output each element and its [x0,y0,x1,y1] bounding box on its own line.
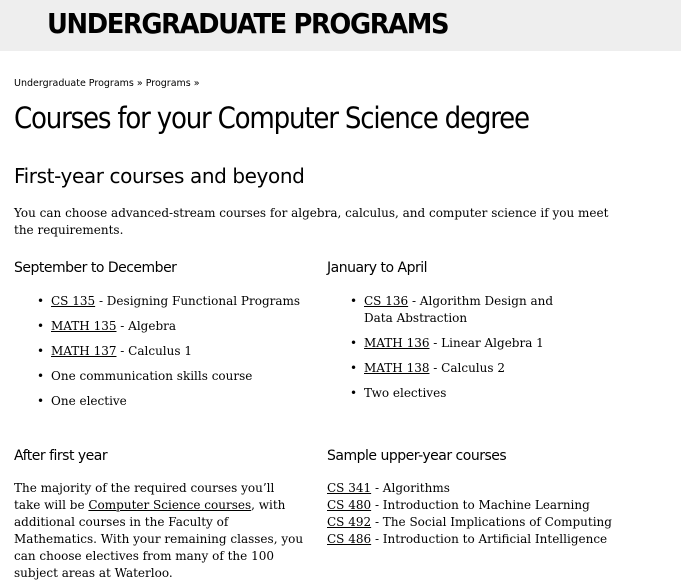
list-item [340,385,580,402]
course-desc: - Linear Algebra 1 [429,336,544,350]
para-text-before: The majority of the required courses you’ll take will be [14,481,275,512]
course-desc: - Calculus 1 [116,344,192,358]
list-item [27,368,317,385]
list-item [340,335,580,352]
winter-course-list [340,293,580,410]
upper-year-course-list [327,480,667,548]
winter-heading: January to April [327,260,428,276]
breadcrumb-undergraduate-programs[interactable]: Undergraduate Programs [14,78,134,89]
list-item [27,293,317,310]
breadcrumb-separator: » [133,78,146,89]
course-desc: - Introduction to Machine Learning [371,498,590,512]
cs-courses-link[interactable]: Computer Science courses [88,498,252,512]
course-desc: - Algorithm Design and Data Abstraction [364,294,554,325]
course-link[interactable]: CS 480 [327,498,372,512]
intro-paragraph: You can choose advanced-stream courses for algebra, calculus, and computer science if you meet the requirements. [14,206,609,237]
course-link[interactable]: MATH 138 [364,361,430,375]
after-first-year-heading: After first year [14,448,108,464]
breadcrumb-programs[interactable]: Programs [145,78,191,89]
course-link[interactable]: MATH 137 [51,344,117,358]
breadcrumb [14,78,200,89]
course-desc: Two electives [364,386,447,400]
list-item [27,393,317,410]
upper-year-heading: Sample upper-year courses [327,448,507,464]
site-banner [0,0,681,51]
list-item [327,480,667,497]
banner-title[interactable]: UNDERGRADUATE PROGRAMS [47,7,449,40]
fall-heading: September to December [14,260,177,276]
section-title: First-year courses and beyond [14,164,305,188]
course-link[interactable]: MATH 136 [364,336,430,350]
course-desc: - Calculus 2 [429,361,505,375]
para-text-after: , with additional courses in the Faculty of Mathematics. With your remaining classes, you can choose electives from many of the 100 subject areas at Waterloo. [14,498,304,580]
course-link[interactable]: CS 341 [327,481,372,495]
course-desc: - The Social Implications of Computing [371,515,612,529]
page-title: Courses for your Computer Science degree [14,101,529,135]
course-link[interactable]: CS 492 [327,515,372,529]
list-item [327,497,667,514]
list-item [340,293,580,327]
after-first-year-paragraph [14,480,304,582]
list-item [327,514,667,531]
course-desc: - Algebra [116,319,177,333]
course-desc: One communication skills course [51,369,253,383]
list-item [27,343,317,360]
list-item [327,531,667,548]
breadcrumb-separator: » [190,78,200,89]
course-link[interactable]: CS 136 [364,294,409,308]
course-desc: - Designing Functional Programs [95,294,301,308]
list-item [340,360,580,377]
course-desc: - Introduction to Artificial Intelligence [371,532,608,546]
course-link[interactable]: CS 486 [327,532,372,546]
fall-course-list [27,293,317,418]
list-item [27,318,317,335]
course-link[interactable]: MATH 135 [51,319,117,333]
course-link[interactable]: CS 135 [51,294,96,308]
course-desc: - Algorithms [371,481,450,495]
course-desc: One elective [51,394,127,408]
